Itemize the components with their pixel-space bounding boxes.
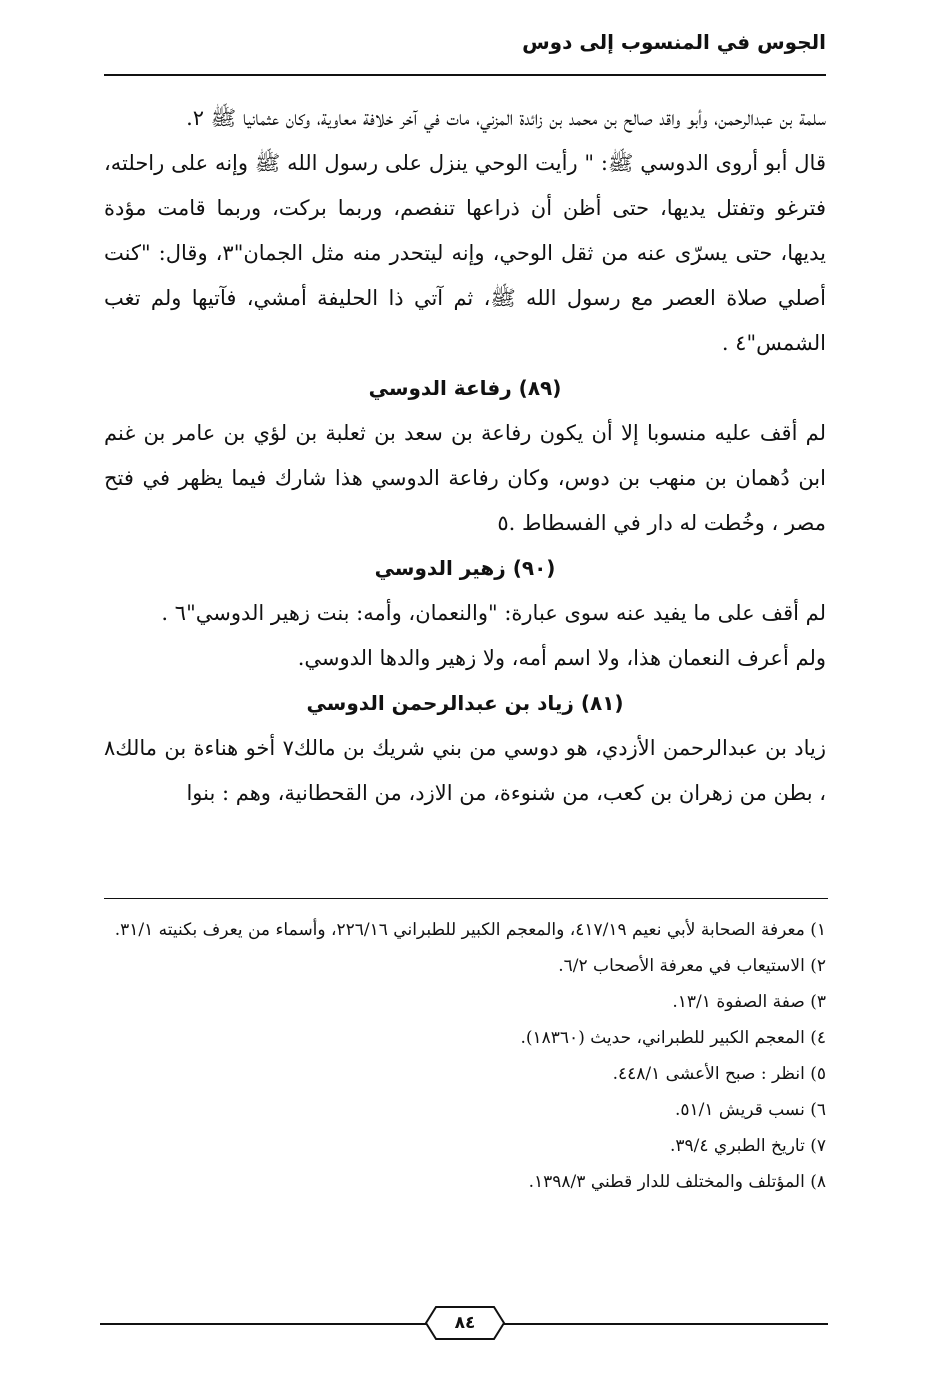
section-heading-90: (٩٠) زهير الدوسي <box>374 556 556 580</box>
footnote-2: ٢) الاستيعاب في معرفة الأصحاب ٦/٢. <box>558 956 826 976</box>
paragraph-2: قال أبو أروى الدوسي ﷺ: " رأيت الوحي ينزل على رسول الله ﷺ وإنه على راحلته، فترغو وتفتل يديها، حتى أظن أن ذراعها تنفصم، وربما بركت، وربما قامت مؤدة يديها، حتى يسرّى عنه من ثقل الوحي، وإنه ليتحدر منه مثل الجمان"٣، وقال: "كنت أصلي صلاة العصر مع رسول الله ﷺ، ثم آتي ذا الحليفة أمشي، فآتيها ولم تغب الشمس"٤ . <box>104 151 826 355</box>
section-heading-89: (٨٩) رفاعة الدوسي <box>368 376 562 400</box>
footnote-separator <box>104 898 828 899</box>
paragraph-3: لم أقف عليه منسوبا إلا أن يكون رفاعة بن سعد بن ثعلبة بن لؤي بن عامر بن غنم ابن دُهمان بن منهب بن دوس، وكان رفاعة الدوسي هذا شارك فيما يظهر في فتح مصر ، وخُطت له دار في الفسطاط .٥ <box>104 421 826 535</box>
page-number-badge <box>424 1305 506 1341</box>
paragraph-6: زياد بن عبدالرحمن الأزدي، هو دوسي من بني شريك بن مالك٧ أخو هناءة بن مالك٨ ، بطن من زهران بن كعب، من شنوءة، من الازد، من القحطانية، وهم : بنوا <box>104 736 826 805</box>
footnote-1: ١) معرفة الصحابة لأبي نعيم ٤١٧/١٩، والمعجم الكبير للطبراني ٢٢٦/١٦، وأسماء من يعرف بكنيته ٣١/١. <box>114 920 826 940</box>
footnotes <box>104 912 826 1200</box>
page-number: ٨٤ <box>454 1313 476 1333</box>
footnote-6: ٦) نسب قريش ٥١/١. <box>674 1100 826 1120</box>
footnote-5: ٥) انظر : صبح الأعشى ٤٤٨/١. <box>612 1064 826 1084</box>
running-header-title: الجوس في المنسوب إلى دوس <box>522 30 826 54</box>
footnote-7: ٧) تاريخ الطبري ٣٩/٤. <box>669 1136 826 1156</box>
paragraph-5: ولم أعرف النعمان هذا، ولا اسم أمه، ولا زهير والدها الدوسي. <box>297 646 826 670</box>
paragraph-4: لم أقف على ما يفيد عنه سوى عبارة: "والنعمان، وأمه: بنت زهير الدوسي"٦ . <box>161 601 826 625</box>
main-text <box>104 96 826 816</box>
footer-rule-right <box>500 1323 828 1325</box>
section-heading-81: (٨١) زياد بن عبدالرحمن الدوسي <box>306 691 624 715</box>
footnote-4: ٤) المعجم الكبير للطبراني، حديث (١٨٣٦٠). <box>520 1028 826 1048</box>
paragraph-1: سلمة بن عبدالرحمن، وأبو واقد صالح بن محمد بن زائدة المزني، مات في آخر خلافة معاوية، وكان عثمانيا ﷺ ٢. <box>186 106 826 130</box>
footnote-8: ٨) المؤتلف والمختلف للدار قطني ١٣٩٨/٣. <box>528 1172 826 1192</box>
footer-rule-left <box>100 1323 430 1325</box>
header-rule <box>104 74 826 76</box>
footnote-3: ٣) صفة الصفوة ١٣/١. <box>672 992 826 1012</box>
